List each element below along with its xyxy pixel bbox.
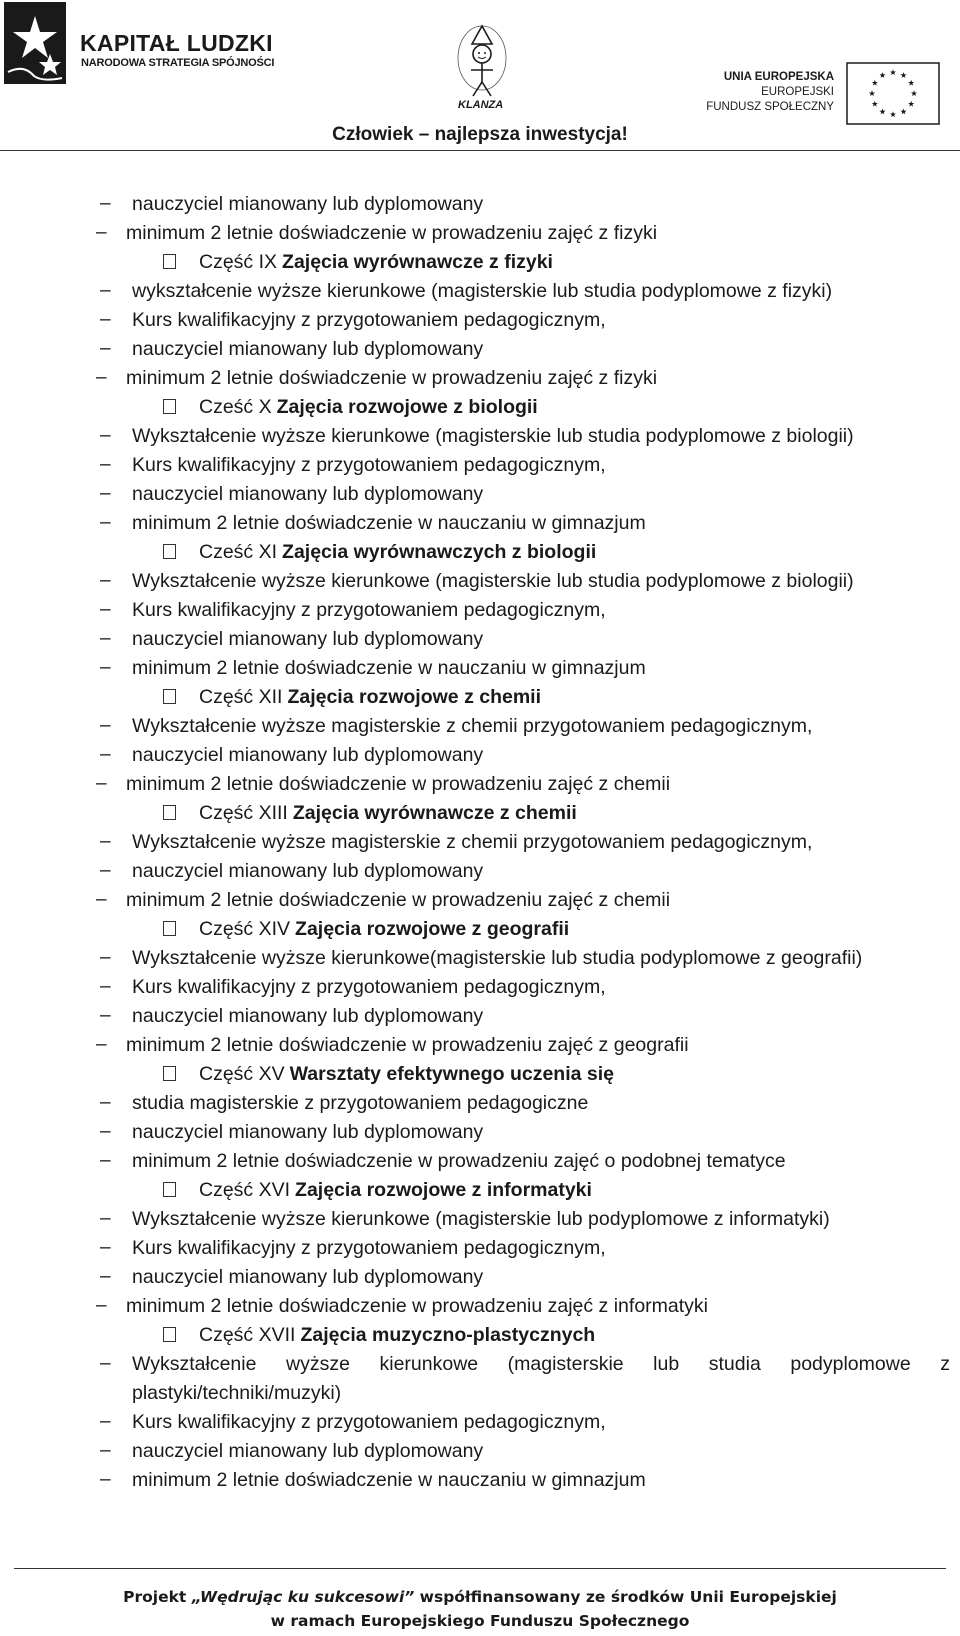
- list-item-text: nauczyciel mianowany lub dyplomowany: [132, 744, 484, 766]
- list-item: [0, 653, 960, 683]
- checkbox-glyph-icon: [163, 1327, 176, 1342]
- list-item: [0, 972, 960, 1002]
- list-item: [0, 827, 960, 857]
- section-heading: [0, 914, 960, 944]
- checkbox-glyph-icon: [163, 399, 176, 414]
- list-item: [0, 276, 960, 306]
- dash-bullet-icon: –: [100, 1237, 111, 1258]
- section-number: Część XIII: [199, 802, 288, 824]
- list-item-text: nauczyciel mianowany lub dyplomowany: [132, 628, 484, 650]
- dash-bullet-icon: –: [100, 1469, 111, 1490]
- section-heading: [0, 682, 960, 712]
- list-item: [0, 1349, 960, 1379]
- list-item: [0, 363, 960, 393]
- dash-bullet-icon: –: [100, 1005, 111, 1026]
- list-item-text: nauczyciel mianowany lub dyplomowany: [132, 338, 484, 360]
- dash-bullet-icon: –: [100, 628, 111, 649]
- list-item-text: nauczyciel mianowany lub dyplomowany: [132, 1005, 484, 1027]
- list-item: [0, 421, 960, 451]
- section-title: Zajęcia rozwojowe z chemii: [287, 686, 542, 708]
- list-item: [0, 1407, 960, 1437]
- list-item-text: studia magisterskie z przygotowaniem pedagogiczne: [132, 1092, 589, 1114]
- list-item-text: Kurs kwalifikacyjny z przygotowaniem pedagogicznym,: [132, 1237, 606, 1259]
- dash-bullet-icon: –: [100, 831, 111, 852]
- dash-bullet-icon: –: [100, 947, 111, 968]
- list-item: [0, 305, 960, 335]
- list-item: [0, 624, 960, 654]
- word: kierunkowe: [379, 1353, 479, 1375]
- footer-line-1: [0, 1585, 960, 1609]
- list-item-text: minimum 2 letnie doświadczenie w nauczaniu w gimnazjum: [132, 512, 646, 534]
- section-label: [199, 1320, 595, 1350]
- list-item: [0, 711, 960, 741]
- list-item: [0, 1030, 960, 1060]
- dash-bullet-icon: –: [100, 744, 111, 765]
- eu-line-1: UNIA EUROPEJSKA: [723, 71, 834, 83]
- list-item: [0, 1204, 960, 1234]
- list-item-text: [132, 1349, 950, 1379]
- list-item-text: Wykształcenie wyższe kierunkowe(magisterskie lub studia podyplomowe z geografii): [132, 947, 863, 969]
- section-label: [199, 1175, 592, 1205]
- eu-logo-text: [706, 70, 834, 115]
- dash-bullet-icon: –: [100, 1353, 111, 1374]
- dash-bullet-icon: –: [100, 425, 111, 446]
- dash-bullet-icon: –: [100, 280, 111, 301]
- klanza-wordmark: KLANZA: [458, 99, 504, 111]
- list-item-text: minimum 2 letnie doświadczenie w prowadzeniu zajęć z chemii: [126, 889, 671, 911]
- checkbox-glyph-icon: [163, 544, 176, 559]
- dash-bullet-icon: –: [100, 512, 111, 533]
- list-item-text: minimum 2 letnie doświadczenie w prowadzeniu zajęć o podobnej tematyce: [132, 1150, 786, 1172]
- dash-bullet-icon: –: [96, 367, 107, 388]
- section-label: [199, 392, 538, 422]
- list-item-text: nauczyciel mianowany lub dyplomowany: [132, 1121, 484, 1143]
- list-item-continuation: [0, 1378, 960, 1408]
- list-item: [0, 1262, 960, 1292]
- list-item: [0, 450, 960, 480]
- list-item-text: Wykształcenie wyższe kierunkowe (magisterskie lub podyplomowe z informatyki): [132, 1208, 830, 1230]
- dash-bullet-icon: –: [100, 1440, 111, 1461]
- list-item: [0, 856, 960, 886]
- dash-bullet-icon: –: [100, 338, 111, 359]
- section-heading: [0, 798, 960, 828]
- kapital-ludzki-title: KAPITAŁ LUDZKI: [80, 30, 273, 56]
- checkbox-glyph-icon: [163, 689, 176, 704]
- section-heading: [0, 1059, 960, 1089]
- dash-bullet-icon: –: [96, 773, 107, 794]
- footer-divider: [14, 1568, 946, 1569]
- list-item: [0, 334, 960, 364]
- section-number: Część XVII: [199, 1324, 296, 1346]
- list-item-text: Wykształcenie wyższe magisterskie z chemii przygotowaniem pedagogicznym,: [132, 715, 813, 737]
- dash-bullet-icon: –: [100, 657, 111, 678]
- list-item: [0, 1117, 960, 1147]
- list-item: [0, 218, 960, 248]
- section-number: Część XV: [199, 1063, 285, 1085]
- section-number: Część XIV: [199, 918, 291, 940]
- list-item: [0, 566, 960, 596]
- dash-bullet-icon: –: [100, 1266, 111, 1287]
- list-item-text: Wykształcenie wyższe kierunkowe (magisterskie lub studia podyplomowe z biologii): [132, 570, 854, 592]
- dash-bullet-icon: –: [100, 483, 111, 504]
- section-title: Zajęcia rozwojowe z informatyki: [295, 1179, 592, 1201]
- section-number: Część XVI: [199, 1179, 291, 1201]
- document-header: [0, 0, 960, 150]
- section-label: [199, 914, 569, 944]
- list-item-text: minimum 2 letnie doświadczenie w prowadzeniu zajęć z fizyki: [126, 367, 658, 389]
- list-item-text: nauczyciel mianowany lub dyplomowany: [132, 1266, 484, 1288]
- list-item-text: wykształcenie wyższe kierunkowe (magisterskie lub studia podyplomowe z fizyki): [132, 280, 833, 302]
- word: (magisterskie: [507, 1353, 624, 1375]
- section-label: [199, 1059, 614, 1089]
- list-item-text: nauczyciel mianowany lub dyplomowany: [132, 1440, 484, 1462]
- list-item-text: Kurs kwalifikacyjny z przygotowaniem pedagogicznym,: [132, 599, 606, 621]
- list-item-text: minimum 2 letnie doświadczenie w prowadzeniu zajęć z informatyki: [126, 1295, 709, 1317]
- list-item: [0, 1146, 960, 1176]
- word: z: [940, 1353, 950, 1375]
- footer-suffix: współfinansowany ze środków Unii Europejskiej: [414, 1588, 837, 1606]
- word: wyższe: [286, 1353, 350, 1375]
- word: lub: [653, 1353, 680, 1375]
- section-heading: [0, 537, 960, 567]
- kapital-ludzki-star-icon: [4, 2, 66, 84]
- document-footer: [0, 1585, 960, 1633]
- list-item: [0, 740, 960, 770]
- section-label: [199, 682, 541, 712]
- section-heading: [0, 392, 960, 422]
- list-item-text: Kurs kwalifikacyjny z przygotowaniem pedagogicznym,: [132, 309, 606, 331]
- dash-bullet-icon: –: [96, 1034, 107, 1055]
- section-label: [199, 247, 553, 277]
- eu-line-3: FUNDUSZ SPOŁECZNY: [706, 101, 834, 113]
- list-item: [0, 479, 960, 509]
- section-number: Część XII: [199, 686, 283, 708]
- dash-bullet-icon: –: [100, 1092, 111, 1113]
- list-item-text: nauczyciel mianowany lub dyplomowany: [132, 193, 484, 215]
- list-item: [0, 1436, 960, 1466]
- section-number: Część IX: [199, 251, 278, 273]
- list-item-text: Wykształcenie wyższe magisterskie z chemii przygotowaniem pedagogicznym,: [132, 831, 813, 853]
- list-item-text: minimum 2 letnie doświadczenie w prowadzeniu zajęć z fizyki: [126, 222, 658, 244]
- word: studia: [708, 1353, 761, 1375]
- footer-line-2: w ramach Europejskiego Funduszu Społecznego: [270, 1612, 690, 1630]
- dash-bullet-icon: –: [100, 454, 111, 475]
- header-divider: [0, 150, 960, 151]
- dash-bullet-icon: –: [100, 1208, 111, 1229]
- section-heading: [0, 247, 960, 277]
- list-item-text: minimum 2 letnie doświadczenie w nauczaniu w gimnazjum: [132, 1469, 646, 1491]
- list-item: [0, 1291, 960, 1321]
- list-item: [0, 189, 960, 219]
- section-title: Zajęcia wyrównawczych z biologii: [282, 541, 597, 563]
- section-heading: [0, 1175, 960, 1205]
- dash-bullet-icon: –: [100, 976, 111, 997]
- kapital-ludzki-subtitle: NARODOWA STRATEGIA SPÓJNOŚCI: [81, 57, 275, 69]
- list-item-text: Kurs kwalifikacyjny z przygotowaniem pedagogicznym,: [132, 1411, 606, 1433]
- list-item: [0, 1088, 960, 1118]
- checkbox-glyph-icon: [163, 921, 176, 936]
- dash-bullet-icon: –: [100, 1121, 111, 1142]
- list-item: [0, 885, 960, 915]
- header-motto: Człowiek – najlepsza inwestycja!: [332, 124, 628, 145]
- list-item: [0, 1001, 960, 1031]
- section-title: Zajęcia muzyczno-plastycznych: [300, 1324, 596, 1346]
- section-title: Zajęcia wyrównawcze z chemii: [292, 802, 577, 824]
- list-item: [0, 1233, 960, 1263]
- section-label: [199, 537, 596, 567]
- section-heading: [0, 1320, 960, 1350]
- eu-flag-icon: [846, 62, 940, 125]
- checkbox-glyph-icon: [163, 1066, 176, 1081]
- dash-bullet-icon: –: [100, 715, 111, 736]
- dash-bullet-icon: –: [100, 599, 111, 620]
- word: Wykształcenie: [132, 1353, 257, 1375]
- list-item: [0, 508, 960, 538]
- list-item: [0, 943, 960, 973]
- section-title: Zajęcia wyrównawcze z fizyki: [282, 251, 553, 273]
- footer-project-name: „Wędrując ku sukcesowi”: [191, 1588, 415, 1606]
- list-item-text: minimum 2 letnie doświadczenie w prowadzeniu zajęć z chemii: [126, 773, 671, 795]
- section-title: Zajęcia rozwojowe z geografii: [295, 918, 570, 940]
- eu-line-2: EUROPEJSKI: [761, 86, 834, 98]
- dash-bullet-icon: –: [100, 193, 111, 214]
- list-item-text: Wykształcenie wyższe kierunkowe (magisterskie lub studia podyplomowe z biologii): [132, 425, 854, 447]
- checkbox-glyph-icon: [163, 1182, 176, 1197]
- list-item: [0, 769, 960, 799]
- section-label: [199, 798, 577, 828]
- list-item-text: Kurs kwalifikacyjny z przygotowaniem pedagogicznym,: [132, 976, 606, 998]
- dash-bullet-icon: –: [96, 889, 107, 910]
- footer-prefix: Projekt: [123, 1588, 192, 1606]
- section-title: Warsztaty efektywnego uczenia się: [289, 1063, 614, 1085]
- list-item-text: plastyki/techniki/muzyki): [132, 1382, 342, 1404]
- list-item-text: Kurs kwalifikacyjny z przygotowaniem pedagogicznym,: [132, 454, 606, 476]
- word: podyplomowe: [790, 1353, 911, 1375]
- checkbox-glyph-icon: [163, 254, 176, 269]
- dash-bullet-icon: –: [100, 1411, 111, 1432]
- section-number: Cześć XI: [199, 541, 278, 563]
- section-number: Cześć X: [199, 396, 272, 418]
- dash-bullet-icon: –: [100, 309, 111, 330]
- list-item-text: nauczyciel mianowany lub dyplomowany: [132, 860, 484, 882]
- checkbox-glyph-icon: [163, 805, 176, 820]
- section-title: Zajęcia rozwojowe z biologii: [276, 396, 538, 418]
- dash-bullet-icon: –: [100, 1150, 111, 1171]
- dash-bullet-icon: –: [100, 860, 111, 881]
- dash-bullet-icon: –: [96, 1295, 107, 1316]
- list-item-text: nauczyciel mianowany lub dyplomowany: [132, 483, 484, 505]
- dash-bullet-icon: –: [96, 222, 107, 243]
- list-item: [0, 595, 960, 625]
- list-item: [0, 1465, 960, 1495]
- dash-bullet-icon: –: [100, 570, 111, 591]
- list-item-text: minimum 2 letnie doświadczenie w prowadzeniu zajęć z geografii: [126, 1034, 689, 1056]
- list-item-text: minimum 2 letnie doświadczenie w nauczaniu w gimnazjum: [132, 657, 646, 679]
